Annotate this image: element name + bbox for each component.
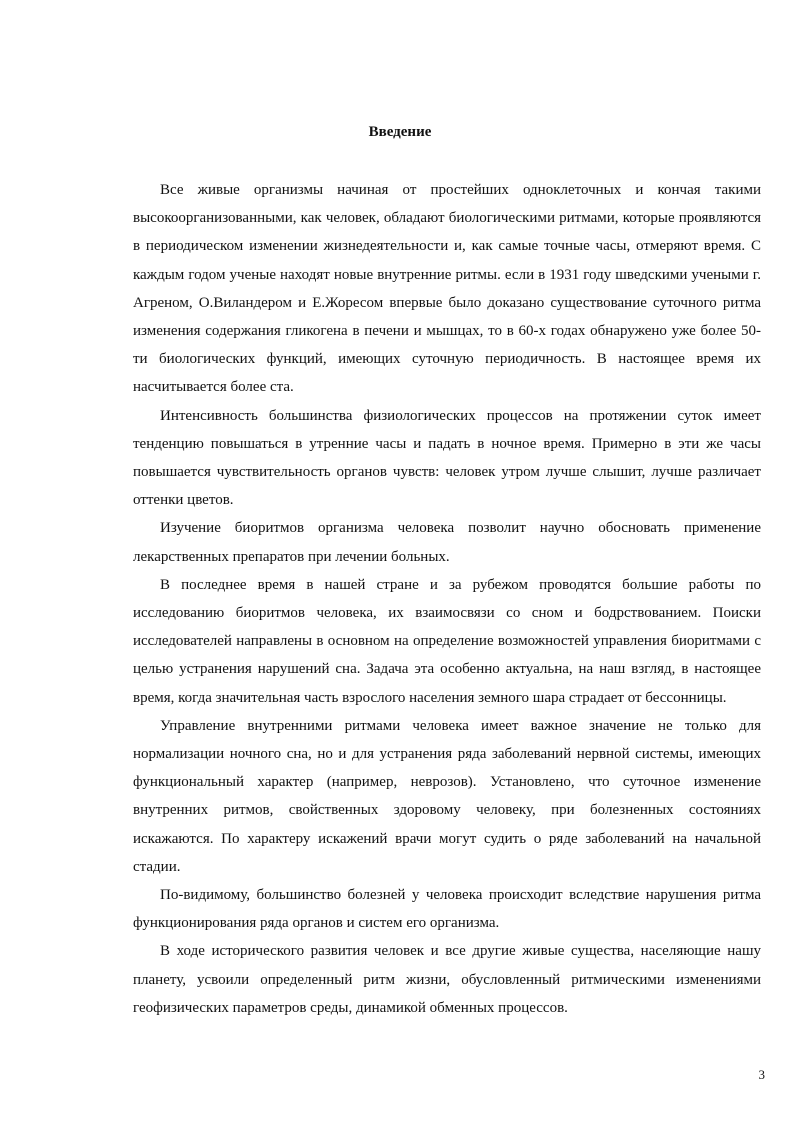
paragraph-1: Все живые организмы начиная от простейших одноклеточных и кончая такими высокоорганизованными, как человек, обладают биологическими ритмами, которые проявляются в периодическом изменении жизнедеятельности и, как самые точные часы, отмеряют время. С каждым годом ученые находят новые внутренние ритмы. если в 1931 году шведскими учеными г. Агреном, О.Виландером и Е.Жоресом впервые было доказано существование суточного ритма изменения содержания гликогена в печени и мышцах, то в 60-х годах обнаружено уже более 50-ти биологических функций, имеющих суточную периодичность. В настоящее время их насчитывается более ста. [133,182,761,396]
paragraph-4: В последнее время в нашей стране и за рубежом проводятся большие работы по исследованию биоритмов человека, их взаимосвязи со сном и бодрствованием. Поиски исследователей направлены в основном на определение возможностей управления биоритмами с целью устранения нарушений сна. Задача эта особенно актуальна, на наш взгляд, в настоящее время, когда значительная часть взрослого населения земного шара страдает от бессонницы. [133,576,761,706]
paragraph-7: В ходе исторического развития человек и все другие живые существа, населяющие нашу планету, усвоили определенный ритм жизни, обусловленный ритмическими изменениями геофизических параметров среды, динамикой обменных процессов. [133,943,761,1016]
page-number: 3 [758,1067,765,1082]
page-title: Введение [368,124,432,140]
paragraph-5: Управление внутренними ритмами человека имеет важное значение не только для нормализации ночного сна, но и для устранения ряда заболеваний нервной системы, имеющих функциональный характер (например, неврозов). Установлено, что суточное изменение внутренних ритмов, свойственных здоровому человеку, при болезненных состояниях искажаются. По характеру искажений врачи могут судить о ряде заболеваний на начальной стадии. [133,717,761,875]
paragraph-2: Интенсивность большинства физиологических процессов на протяжении суток имеет тенденцию повышаться в утренние часы и падать в ночное время. Примерно в эти же часы повышается чувствительность органов чувств: человек утром лучше слышит, лучше различает оттенки цветов. [133,407,761,509]
paragraph-6: По-видимому, большинство болезней у человека происходит вследствие нарушения ритма функционирования ряда органов и систем его организма. [133,887,761,932]
body-text [133,176,761,1022]
paragraph-3: Изучение биоритмов организма человека позволит научно обосновать применение лекарственных препаратов при лечении больных. [133,520,761,565]
